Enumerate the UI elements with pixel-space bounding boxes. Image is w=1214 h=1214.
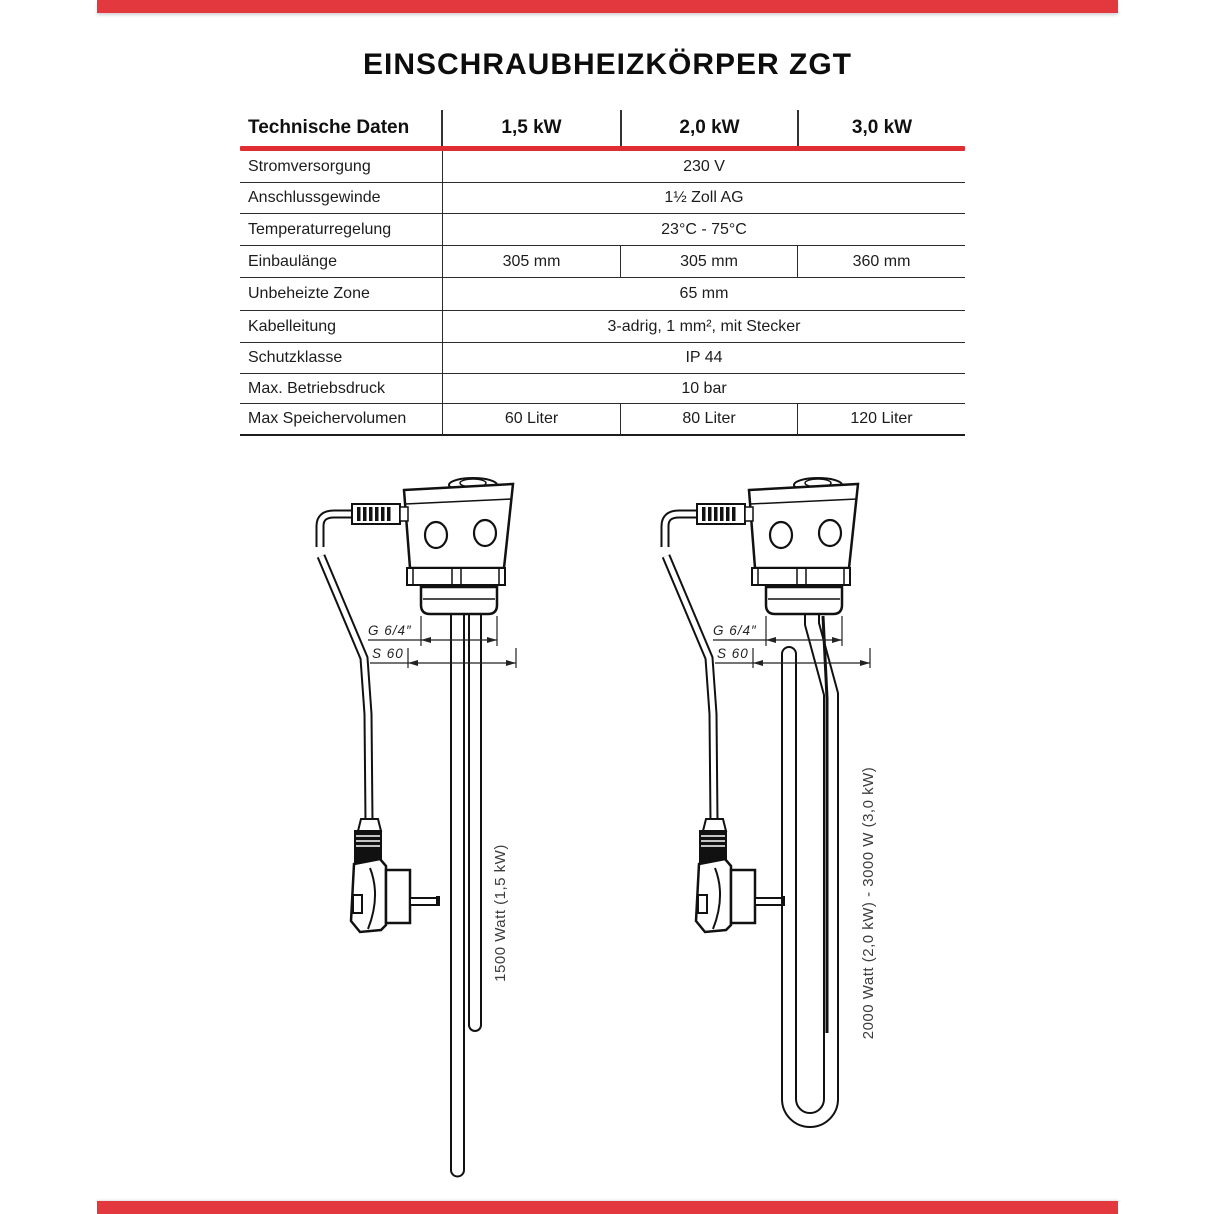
row-label-anschlussgewinde: Anschlussgewinde	[240, 183, 443, 214]
thread-dimension-label: G 6/4″	[713, 623, 757, 638]
row-value-einbaulaenge-1: 305 mm	[443, 246, 620, 278]
row-value-max-speichervolumen-1: 60 Liter	[443, 404, 620, 436]
thermostat-head	[352, 478, 513, 614]
heating-rod	[458, 608, 476, 1170]
wrench-dimension-label: S 60	[372, 646, 404, 661]
row-value-anschlussgewinde: 1½ Zoll AG	[443, 183, 965, 214]
row-value-max-speichervolumen-2: 80 Liter	[620, 404, 797, 436]
row-label-max-betriebsdruck: Max. Betriebsdruck	[240, 374, 443, 404]
row-value-kabelleitung: 3-adrig, 1 mm², mit Stecker	[443, 311, 965, 343]
row-label-unbeheizte-zone: Unbeheizte Zone	[240, 278, 443, 311]
row-label-schutzklasse: Schutzklasse	[240, 343, 443, 374]
row-value-unbeheizte-zone: 65 mm	[443, 278, 965, 311]
row-label-einbaulaenge: Einbaulänge	[240, 246, 443, 278]
row-label-max-speichervolumen: Max Speichervolumen	[240, 404, 443, 436]
row-value-einbaulaenge-3: 360 mm	[797, 246, 965, 278]
schuko-plug	[351, 819, 440, 932]
table-header-technische-daten: Technische Daten	[240, 110, 443, 146]
row-value-max-speichervolumen-3: 120 Liter	[797, 404, 965, 436]
row-value-einbaulaenge-2: 305 mm	[620, 246, 797, 278]
power-rating-label: 2000 Watt (2,0 kW) - 3000 W (3,0 kW)	[860, 766, 877, 1040]
table-header-2-0kw: 2,0 kW	[620, 110, 797, 146]
wrench-dimension-label: S 60	[717, 646, 749, 661]
dimension-lines	[368, 616, 516, 668]
table-header-3-0kw: 3,0 kW	[797, 110, 965, 146]
top-red-bar	[97, 0, 1118, 13]
row-value-max-betriebsdruck: 10 bar	[443, 374, 965, 404]
heater-diagram-2-3kw	[635, 458, 965, 1203]
technical-data-table	[240, 110, 965, 436]
thread-dimension-label: G 6/4″	[368, 623, 412, 638]
power-rating-label: 1500 Watt (1,5 kW)	[492, 844, 509, 982]
heater-diagram-1-5kw	[290, 458, 620, 1203]
heating-loop	[789, 610, 831, 1120]
page-title: EINSCHRAUBHEIZKÖRPER ZGT	[362, 48, 852, 81]
power-cable	[665, 514, 714, 822]
row-label-kabelleitung: Kabelleitung	[240, 311, 443, 343]
row-label-stromversorgung: Stromversorgung	[240, 151, 443, 183]
thermostat-head	[697, 478, 858, 614]
schuko-plug	[696, 819, 785, 932]
table-header-1-5kw: 1,5 kW	[501, 117, 562, 138]
row-label-temperaturregelung: Temperaturregelung	[240, 214, 443, 246]
row-value-schutzklasse: IP 44	[443, 343, 965, 374]
row-value-stromversorgung: 230 V	[443, 151, 965, 183]
power-cable	[320, 514, 369, 822]
row-value-temperaturregelung: 23°C - 75°C	[443, 214, 965, 246]
